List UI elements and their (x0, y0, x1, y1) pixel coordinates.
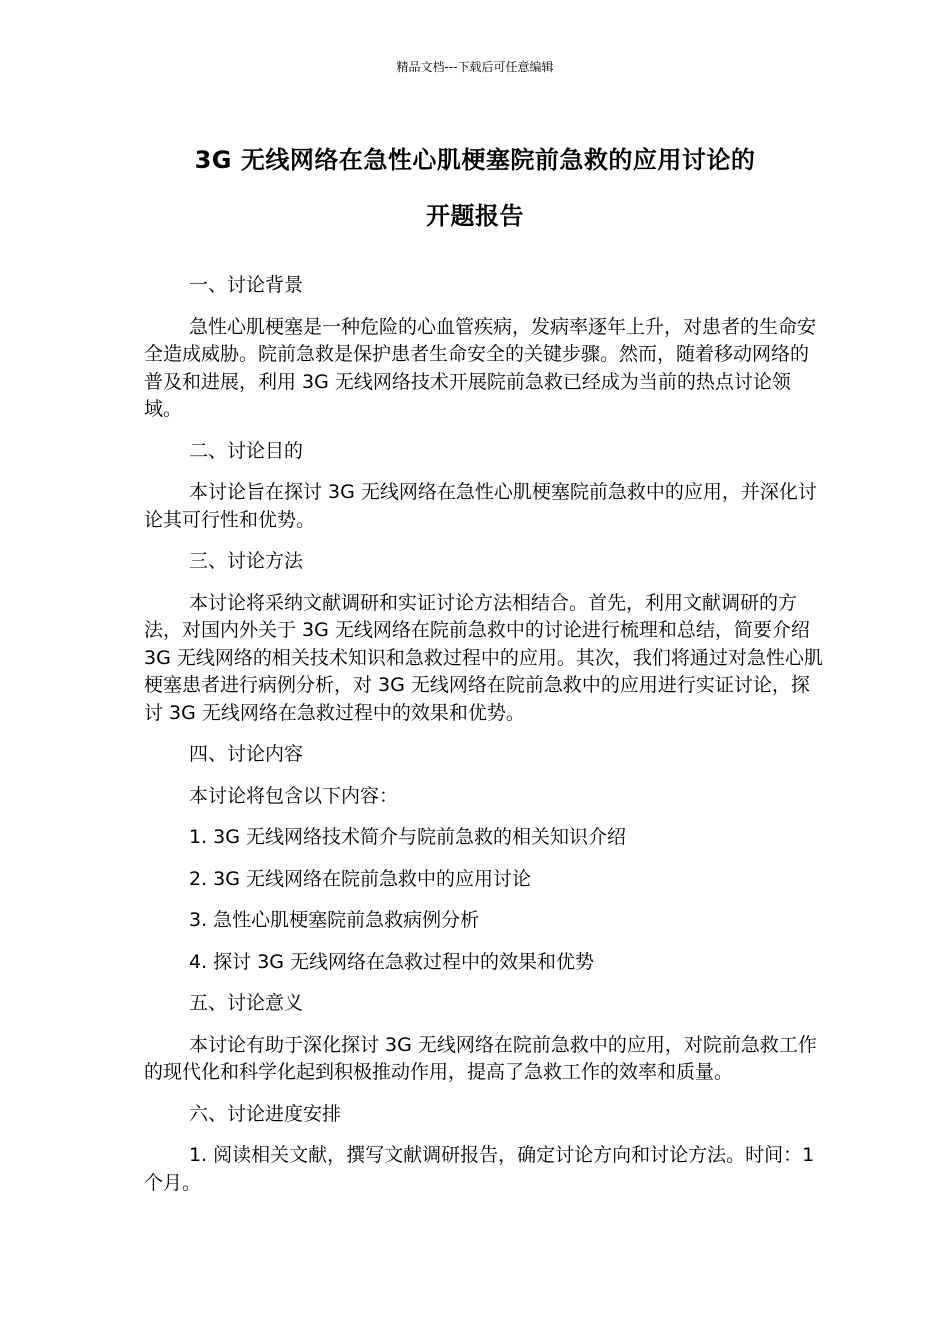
section-text-method: 本讨论将采纳文献调研和实证讨论方法相结合。首先，利用文献调研的方法，对国内外关于 3G 无线网络在院前急救中的讨论进行梳理和总结，简要介绍 3G 无线网络的相关技术知识和急救过程中的应用。其次，我们将通过对急性心肌梗塞患者进行病例分析，对 3G 无线网络在院前急救中的应用进行实证讨论，探讨 3G 无线网络在急救过程中的效果和优势。 (144, 591, 823, 724)
section-heading-significance: 五、讨论意义 (189, 992, 304, 1014)
section-heading-schedule: 六、讨论进度安排 (189, 1102, 342, 1125)
list-item: 3. 急性心肌梗塞院前急救病例分析 (189, 909, 480, 931)
document-title-line-1: 3G 无线网络在急性心肌梗塞院前急救的应用讨论的 (194, 146, 756, 174)
section-text-background: 急性心肌梗塞是一种危险的心血管疾病，发病率逐年上升，对患者的生命安全造成威胁。院前急救是保护患者生命安全的关键步骤。然而，随着移动网络的普及和进展，利用 3G 无线网络技术开展院前急救已经成为当前的热点讨论领域。 (144, 315, 817, 420)
section-heading-content: 四、讨论内容 (189, 743, 304, 765)
document-title-line-2: 开题报告 (426, 202, 524, 230)
section-heading-background: 一、讨论背景 (189, 274, 304, 296)
document-body (144, 272, 824, 1211)
section-heading-method: 三、讨论方法 (189, 550, 304, 572)
list-item: 4. 探讨 3G 无线网络在急救过程中的效果和优势 (189, 950, 595, 973)
section-intro-content: 本讨论将包含以下内容： (189, 784, 399, 807)
list-item: 1. 3G 无线网络技术简介与院前急救的相关知识介绍 (189, 826, 627, 848)
section-text-significance: 本讨论有助于深化探讨 3G 无线网络在院前急救中的应用，对院前急救工作的现代化和科学化起到积极推动作用，提高了急救工作的效率和质量。 (144, 1033, 817, 1083)
list-item: 1. 阅读相关文献，撰写文献调研报告，确定讨论方向和讨论方法。时间：1 个月。 (144, 1144, 815, 1194)
header-note: 精品文档---下载后可任意编辑 (396, 60, 554, 74)
list-item: 2. 3G 无线网络在院前急救中的应用讨论 (189, 867, 532, 890)
section-heading-purpose: 二、讨论目的 (189, 439, 304, 462)
section-text-purpose: 本讨论旨在探讨 3G 无线网络在急性心肌梗塞院前急救中的应用，并深化讨论其可行性和优势。 (144, 481, 817, 531)
